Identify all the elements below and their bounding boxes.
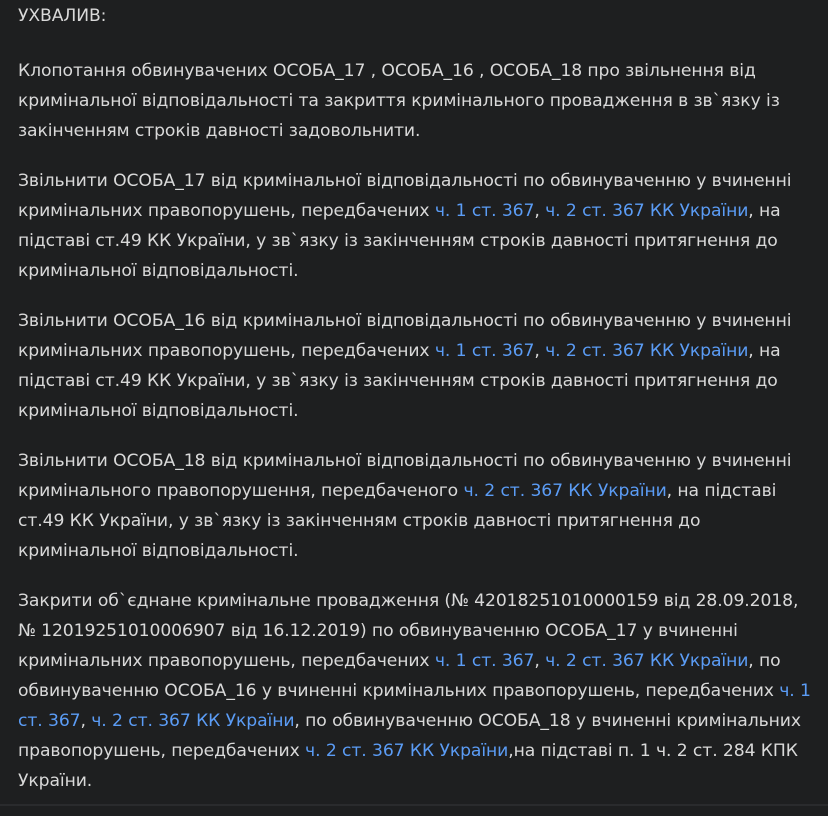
- law-link-part1-art367[interactable]: ч. 1 ст. 367: [18, 681, 811, 731]
- decision-heading: УХВАЛИВ:: [18, 1, 818, 31]
- law-link-part2-art367[interactable]: ч. 2 ст. 367 КК України: [545, 651, 748, 671]
- paragraph-text: ,: [81, 711, 92, 731]
- law-link-part2-art367[interactable]: ч. 2 ст. 367 КК України: [305, 741, 508, 761]
- paragraph-text: Клопотання обвинувачених ОСОБА_17 , ОСОБА_16 , ОСОБА_18 про звільнення від кримінальної відповідальності та закриття кримінального провадження в зв`язку із закінченням строків давності задовольнити.: [18, 61, 780, 141]
- paragraph-text: ,: [534, 651, 545, 671]
- law-link-part1-art367[interactable]: ч. 1 ст. 367: [435, 341, 534, 361]
- law-link-part2-art367[interactable]: ч. 2 ст. 367 КК України: [545, 341, 748, 361]
- paragraph-text: ,на підставі п. 1 ч. 2 ст. 284 КПК України.: [18, 741, 798, 791]
- paragraph-release-osoba-17: [18, 166, 818, 286]
- paragraph-text: , на підставі ст.49 КК України, у зв`язку із закінченням строків давності притягнення до кримінальної відповідальності.: [18, 341, 781, 421]
- paragraph-text: Звільнити ОСОБА_17 від кримінальної відповідальності по обвинуваченню у вчиненні кримінальних правопорушень, передбачених: [18, 171, 791, 221]
- paragraph-text: , на підставі ст.49 КК України, у зв`язку із закінченням строків давності притягнення до кримінальної відповідальності.: [18, 201, 781, 281]
- law-link-part2-art367[interactable]: ч. 2 ст. 367 КК України: [91, 711, 294, 731]
- law-link-part2-art367[interactable]: ч. 2 ст. 367 КК України: [545, 201, 748, 221]
- paragraph-petition: [18, 56, 818, 146]
- paragraph-close-proceedings: [18, 586, 818, 796]
- paragraph-text: , по обвинуваченню ОСОБА_16 у вчиненні кримінальних правопорушень, передбачених: [18, 651, 781, 701]
- paragraph-text: Звільнити ОСОБА_16 від кримінальної відповідальності по обвинуваченню у вчиненні кримінальних правопорушень, передбачених: [18, 311, 791, 361]
- paragraph-release-osoba-18: [18, 446, 818, 566]
- paragraph-text: ,: [534, 341, 545, 361]
- paragraph-text: Звільнити ОСОБА_18 від кримінальної відповідальності по обвинуваченню у вчиненні кримінального правопорушення, передбаченого: [18, 451, 791, 501]
- decision-document: [18, 1, 818, 816]
- law-link-part1-art367[interactable]: ч. 1 ст. 367: [435, 201, 534, 221]
- paragraph-text: , по обвинуваченню ОСОБА_18 у вчиненні кримінальних правопорушень, передбачених: [18, 711, 801, 761]
- paragraph-text: Закрити об`єднане кримінальне провадження (№ 42018251010000159 від 28.09.2018, № 12019251010006907 від 16.12.2019) по обвинуваченню ОСОБА_17 у вчиненні кримінальних правопорушень, передбачених: [18, 591, 798, 671]
- paragraph-release-osoba-16: [18, 306, 818, 426]
- paragraph-text: ,: [534, 201, 545, 221]
- law-link-part1-art367[interactable]: ч. 1 ст. 367: [435, 651, 534, 671]
- law-link-part2-art367[interactable]: ч. 2 ст. 367 КК України: [463, 481, 666, 501]
- paragraph-text: , на підставі ст.49 КК України, у зв`язку із закінченням строків давності притягнення до кримінальної відповідальності.: [18, 481, 776, 561]
